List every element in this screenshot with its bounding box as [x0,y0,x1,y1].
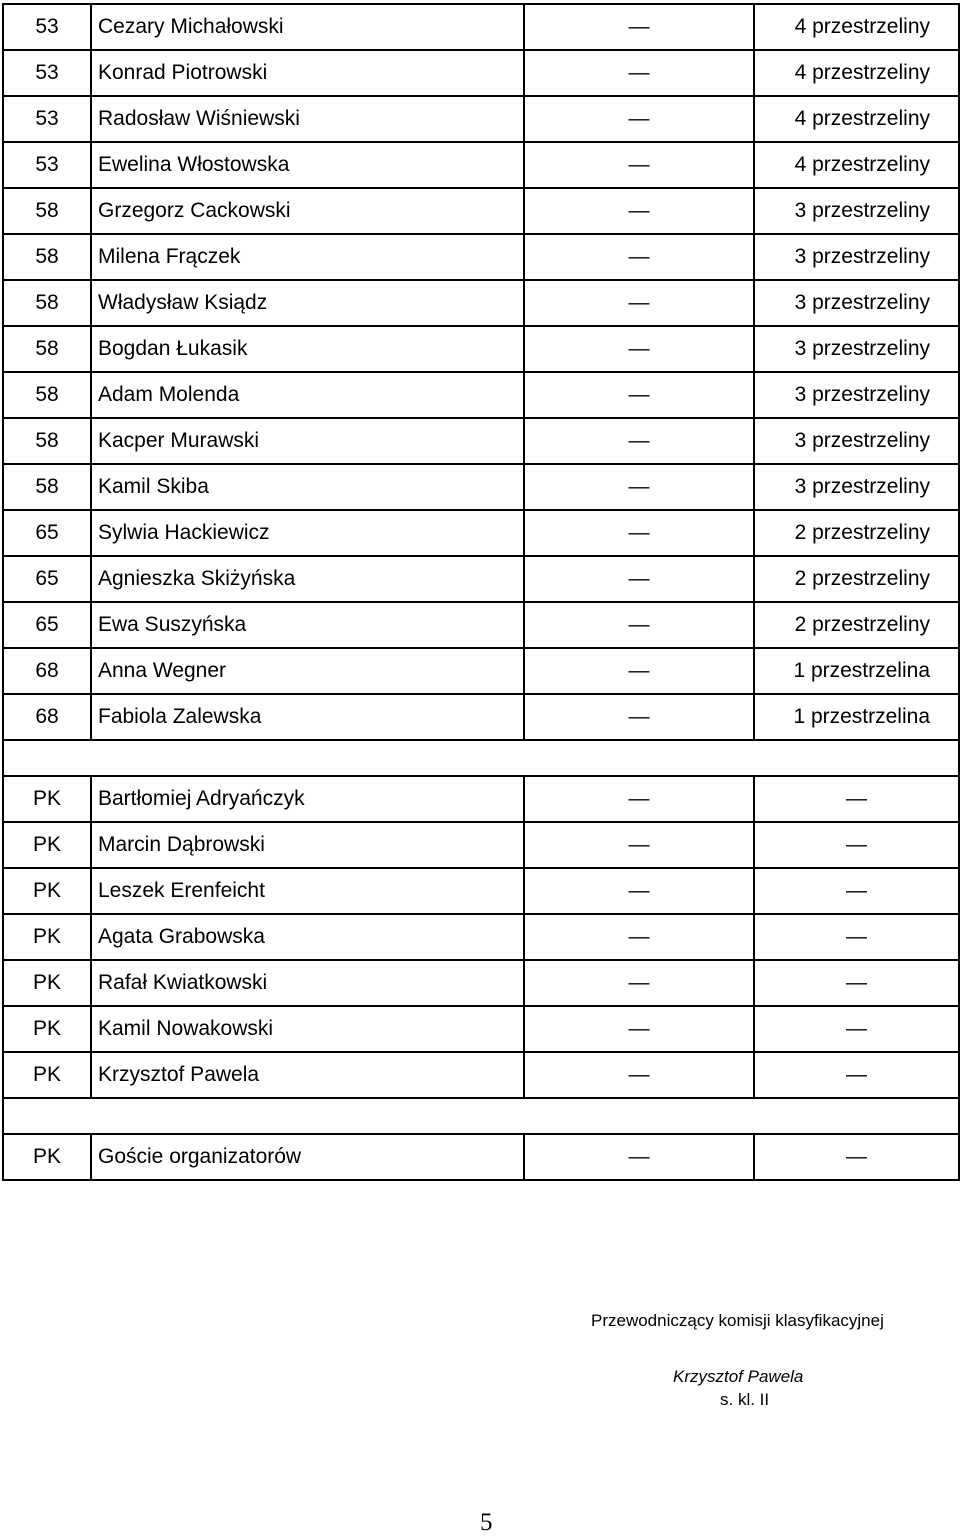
table-row [3,868,959,914]
place-cell: 68 [3,694,91,740]
dash-cell: — [524,1134,754,1180]
table-row [3,1052,959,1098]
name-cell: Grzegorz Cackowski [91,188,524,234]
place-cell: 53 [3,96,91,142]
result-cell: — [754,1052,959,1098]
place-cell: 58 [3,418,91,464]
results-table-body [3,4,959,1180]
table-row [3,822,959,868]
separator-cell [3,1098,959,1134]
dash-cell: — [524,464,754,510]
table-row [3,510,959,556]
table-row [3,464,959,510]
table-row [3,418,959,464]
signature-title: Przewodniczący komisji klasyfikacyjnej [591,1311,884,1330]
result-cell: 4 przestrzeliny [754,142,959,188]
result-cell: 1 przestrzelina [754,694,959,740]
dash-cell: — [524,960,754,1006]
dash-cell: — [524,418,754,464]
place-cell: 58 [3,326,91,372]
name-cell: Agnieszka Skiżyńska [91,556,524,602]
name-cell: Władysław Ksiądz [91,280,524,326]
place-cell: PK [3,1052,91,1098]
dash-cell: — [524,648,754,694]
place-cell: 65 [3,602,91,648]
table-row [3,556,959,602]
name-cell: Ewa Suszyńska [91,602,524,648]
table-row [3,1006,959,1052]
result-cell: 4 przestrzeliny [754,4,959,50]
name-cell: Milena Frączek [91,234,524,280]
dash-cell: — [524,914,754,960]
place-cell: 68 [3,648,91,694]
place-cell: 53 [3,50,91,96]
place-cell: PK [3,1134,91,1180]
table-row [3,4,959,50]
name-cell: Bartłomiej Adryańczyk [91,776,524,822]
dash-cell: — [524,4,754,50]
dash-cell: — [524,188,754,234]
result-cell: — [754,1006,959,1052]
dash-cell: — [524,326,754,372]
table-row [3,776,959,822]
result-cell: — [754,960,959,1006]
result-cell: 3 przestrzeliny [754,418,959,464]
separator-cell [3,740,959,776]
result-cell: 2 przestrzeliny [754,510,959,556]
place-cell: PK [3,914,91,960]
place-cell: 58 [3,464,91,510]
result-cell: — [754,914,959,960]
name-cell: Cezary Michałowski [91,4,524,50]
result-cell: 2 przestrzeliny [754,556,959,602]
separator-row [3,1098,959,1134]
name-cell: Konrad Piotrowski [91,50,524,96]
result-cell: 4 przestrzeliny [754,96,959,142]
place-cell: 58 [3,188,91,234]
table-row [3,280,959,326]
place-cell: PK [3,1006,91,1052]
result-cell: — [754,868,959,914]
name-cell: Kamil Nowakowski [91,1006,524,1052]
table-row [3,914,959,960]
name-cell: Rafał Kwiatkowski [91,960,524,1006]
dash-cell: — [524,510,754,556]
name-cell: Anna Wegner [91,648,524,694]
result-cell: — [754,1134,959,1180]
place-cell: PK [3,822,91,868]
table-row [3,648,959,694]
table-row [3,96,959,142]
dash-cell: — [524,868,754,914]
table-row [3,1134,959,1180]
name-cell: Kacper Murawski [91,418,524,464]
dash-cell: — [524,694,754,740]
result-cell: 2 przestrzeliny [754,602,959,648]
dash-cell: — [524,372,754,418]
dash-cell: — [524,96,754,142]
result-cell: 3 przestrzeliny [754,280,959,326]
place-cell: 53 [3,4,91,50]
name-cell: Krzysztof Pawela [91,1052,524,1098]
table-row [3,142,959,188]
result-cell: 3 przestrzeliny [754,326,959,372]
table-row [3,326,959,372]
name-cell: Leszek Erenfeicht [91,868,524,914]
result-cell: 3 przestrzeliny [754,372,959,418]
name-cell: Agata Grabowska [91,914,524,960]
table-row [3,372,959,418]
dash-cell: — [524,822,754,868]
table-row [3,960,959,1006]
name-cell: Goście organizatorów [91,1134,524,1180]
result-cell: 3 przestrzeliny [754,188,959,234]
table-row [3,50,959,96]
signature-name: Krzysztof Pawela [673,1367,804,1386]
name-cell: Bogdan Łukasik [91,326,524,372]
place-cell: PK [3,960,91,1006]
place-cell: 58 [3,234,91,280]
place-cell: 65 [3,556,91,602]
name-cell: Ewelina Włostowska [91,142,524,188]
dash-cell: — [524,602,754,648]
result-cell: 1 przestrzelina [754,648,959,694]
dash-cell: — [524,1052,754,1098]
name-cell: Adam Molenda [91,372,524,418]
results-table [2,3,960,1181]
result-cell: 4 przestrzeliny [754,50,959,96]
result-cell: 3 przestrzeliny [754,234,959,280]
result-cell: — [754,822,959,868]
dash-cell: — [524,1006,754,1052]
dash-cell: — [524,142,754,188]
place-cell: 58 [3,280,91,326]
dash-cell: — [524,50,754,96]
table-row [3,602,959,648]
signature-rank: s. kl. II [720,1390,770,1409]
place-cell: PK [3,776,91,822]
table-row [3,188,959,234]
name-cell: Kamil Skiba [91,464,524,510]
place-cell: 65 [3,510,91,556]
place-cell: 53 [3,142,91,188]
separator-row [3,740,959,776]
dash-cell: — [524,234,754,280]
name-cell: Fabiola Zalewska [91,694,524,740]
place-cell: 58 [3,372,91,418]
table-row [3,694,959,740]
dash-cell: — [524,776,754,822]
page-number: 5 [480,1509,493,1536]
dash-cell: — [524,280,754,326]
result-cell: 3 przestrzeliny [754,464,959,510]
table-row [3,234,959,280]
name-cell: Sylwia Hackiewicz [91,510,524,556]
dash-cell: — [524,556,754,602]
place-cell: PK [3,868,91,914]
name-cell: Radosław Wiśniewski [91,96,524,142]
result-cell: — [754,776,959,822]
name-cell: Marcin Dąbrowski [91,822,524,868]
